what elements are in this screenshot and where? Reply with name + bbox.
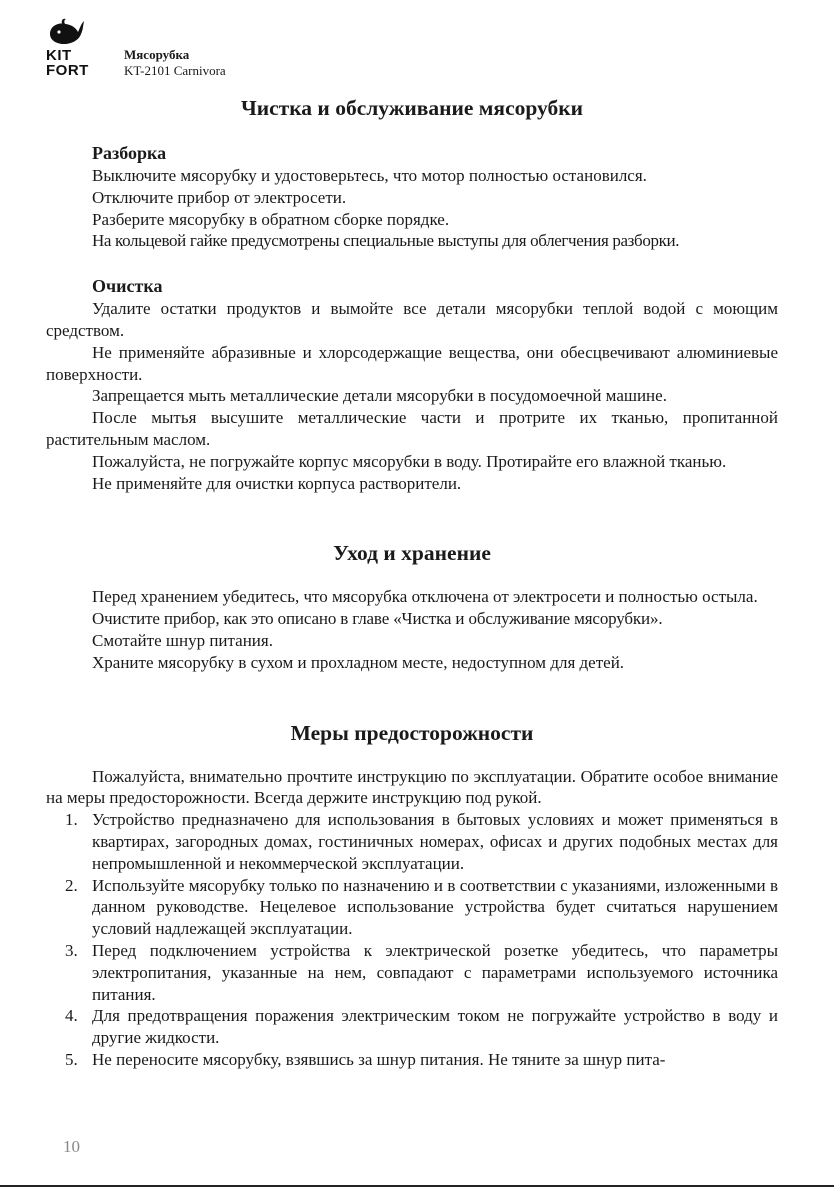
subsection-cleaning bbox=[46, 274, 778, 494]
paragraph: Выключите мясорубку и удостоверьтесь, что мотор полностью остановился. bbox=[92, 166, 647, 185]
list-item-text: Используйте мясорубку только по назначению и в соответствии с указаниями, изложенными в данном руководстве. Нецелевое использование устройства будет считаться нарушением условий надлежащей эксплуатации. bbox=[92, 875, 778, 939]
section-title-cleaning: Чистка и обслуживание мясорубки bbox=[240, 96, 584, 120]
list-number: 3. bbox=[65, 940, 78, 960]
section-care-storage-body bbox=[46, 586, 778, 673]
list-number: 5. bbox=[65, 1049, 78, 1069]
paragraph: Не применяйте абразивные и хлорсодержащие вещества, они обесцвечивают алюминиевые поверхности. bbox=[46, 342, 778, 384]
paragraph: Пожалуйста, не погружайте корпус мясорубки в воду. Протирайте его влажной тканью. bbox=[92, 451, 727, 471]
list-number: 2. bbox=[65, 875, 78, 895]
paragraph: Храните мясорубку в сухом и прохладном месте, недоступном для детей. bbox=[92, 652, 625, 672]
product-model: KT-2101 Carnivora bbox=[124, 63, 226, 78]
list-number: 1. bbox=[65, 810, 78, 830]
paragraph: Удалите остатки продуктов и вымойте все детали мясорубки теплой водой с моющим средством. bbox=[46, 299, 778, 340]
logo-line-kit: KIT bbox=[46, 47, 72, 64]
list-item bbox=[46, 1049, 778, 1071]
paragraph: Смотайте шнур питания. bbox=[92, 630, 273, 650]
list-item-text: Перед подключением устройства к электрической розетке убедитесь, что параметры электропитания, указанные на нем, совпадают с параметрами используемого источника питания. bbox=[92, 940, 778, 1004]
list-item-text: Устройство предназначено для использования в бытовых условиях и может применяться в квартирах, загородных домах, гостиничных номерах, офисах и других подобных местах для непромышленной и некоммерческой эксплуатации. bbox=[92, 810, 778, 873]
subheading-cleaning: Очистка bbox=[92, 276, 163, 297]
list-item bbox=[46, 809, 778, 874]
paragraph: Не применяйте для очистки корпуса растворители. bbox=[92, 473, 462, 493]
list-item-text: Не переносите мясорубку, взявшись за шнур питания. Не тяните за шнур пита- bbox=[92, 1049, 666, 1069]
list-item bbox=[46, 875, 778, 940]
list-item-text: Для предотвращения поражения электрическим током не погружайте устройство в воду и другие жидкости. bbox=[92, 1006, 778, 1048]
paragraph: После мытья высушите металлические части и протрите их тканью, пропитанной растительным маслом. bbox=[46, 408, 778, 449]
paragraph: Запрещается мыть металлические детали мясорубки в посудомоечной машине. bbox=[92, 386, 667, 406]
subheading-disassembly: Разборка bbox=[92, 143, 167, 163]
subsection-disassembly bbox=[46, 141, 778, 252]
logo-line-fort: FORT bbox=[46, 62, 89, 79]
page-number: 10 bbox=[63, 1137, 80, 1156]
paragraph: Перед хранением убедитесь, что мясорубка отключена от электросети и полностью остыла. bbox=[92, 587, 758, 607]
kitfort-logo bbox=[46, 18, 112, 80]
whale-icon bbox=[48, 18, 86, 46]
page-bottom-border bbox=[0, 1185, 834, 1187]
paragraph: Очистите прибор, как это описано в главе «Чистка и обслуживание мясорубки». bbox=[92, 609, 663, 629]
document-body bbox=[46, 93, 778, 1071]
section-title-care-storage: Уход и хранение bbox=[333, 541, 491, 566]
paragraph: На кольцевой гайке предусмотрены специальные выступы для облегчения разборки. bbox=[92, 231, 680, 251]
paragraph: Пожалуйста, внимательно прочтите инструкцию по эксплуатации. Обратите особое внимание на меры предосторожности. Всегда держите инструкцию под рукой. bbox=[46, 766, 778, 808]
list-item bbox=[46, 940, 778, 1005]
list-number: 4. bbox=[65, 1006, 78, 1026]
logo-wordmark bbox=[46, 48, 112, 78]
precautions-list bbox=[46, 809, 778, 1071]
paragraph: Отключите прибор от электросети. bbox=[92, 187, 347, 207]
section-title-precautions: Меры предосторожности bbox=[290, 720, 534, 745]
section-precautions-body bbox=[46, 766, 778, 1071]
product-info bbox=[124, 47, 324, 79]
list-item bbox=[46, 1005, 778, 1049]
product-name: Мясорубка bbox=[124, 47, 190, 62]
paragraph: Разберите мясорубку в обратном сборке порядке. bbox=[92, 209, 450, 229]
